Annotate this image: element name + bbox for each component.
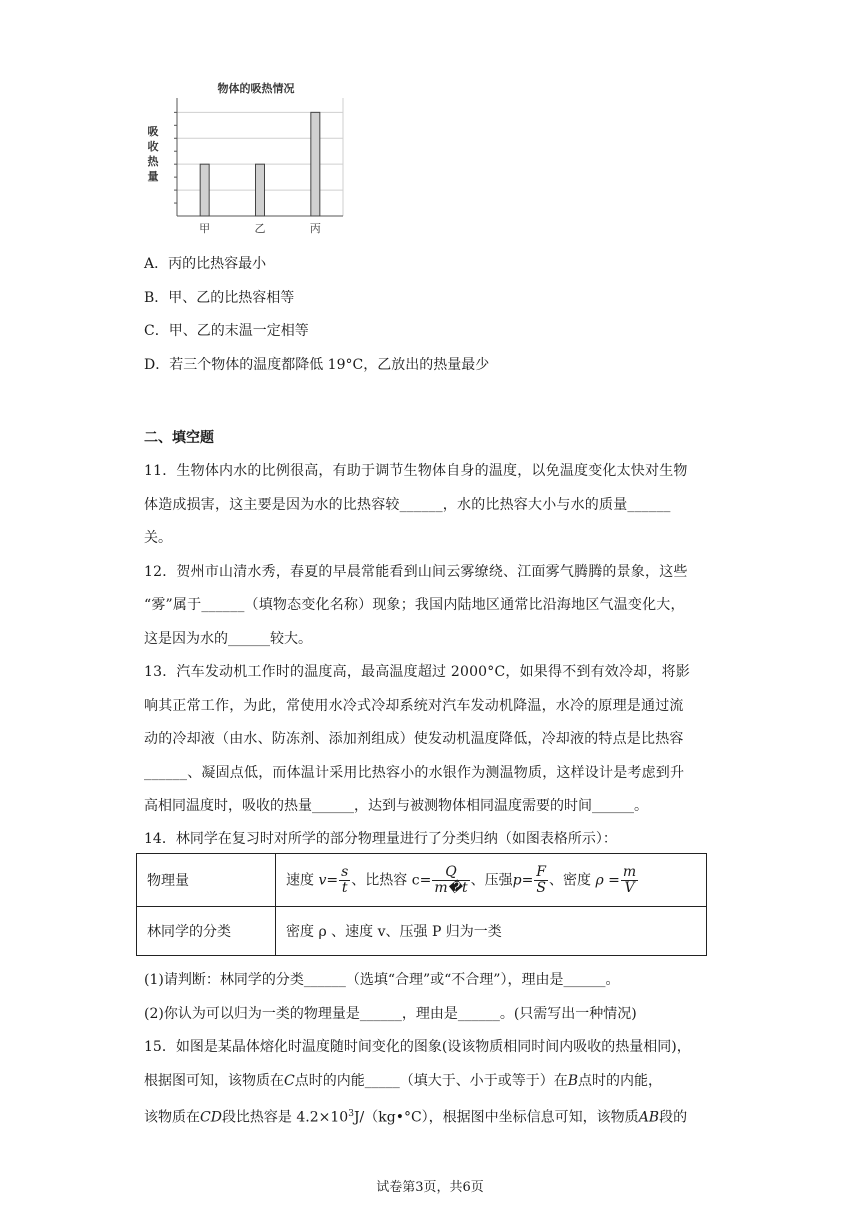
row2-label: 林同学的分类 [147,924,231,940]
q15-text: 点时的内能_____（填大于、小于或等于）在 [294,1073,568,1089]
frac-den: S [536,879,546,896]
q15-text: 该物质在 [144,1109,200,1126]
option-b: B．甲、乙的比热容相等 [144,290,295,306]
q11-line-2: 体造成损害，这主要是因为水的比热容较______，水的比热容大小与水的质量______ [144,497,671,513]
row2-text: 密度 ρ 、速度 v、压强 P 归为一类 [286,924,502,940]
frac-den: V [624,879,635,896]
q15-text: 点时的内能， [578,1073,663,1089]
chart-title: 物体的吸热情况 [217,82,295,95]
table-row [137,854,707,907]
q12-line-2: “雾”属于______（填物态变化名称）现象；我国内陆地区通常比沿海地区气温变化大， [144,597,685,613]
pressure-label: 、压强 [470,872,513,888]
heat-absorption-chart [140,74,360,244]
q13-line-1: 13．汽车发动机工作时的温度高，最高温度超过 2000°C，如果得不到有效冷却，将影 [144,664,691,680]
q15-text: 段的 [659,1109,688,1126]
q15-text: 段比热容是 4.2×10 [221,1109,349,1126]
x-tick-label: 乙 [254,222,266,235]
q15-text: 根据图可知，该物质在 [144,1073,284,1089]
bar-1 [200,164,209,216]
speed-formula [339,865,350,896]
y-label-char: 吸 [147,125,159,138]
x-tick-label: 甲 [199,222,211,235]
q15-line-1: 15．如图是某晶体熔化时温度随时间变化的图象(设该物质相同时间内吸收的热量相同)， [144,1039,691,1055]
density-label: 、密度 [549,872,592,888]
frac-den: t [341,879,348,896]
q11-line-1: 11．生物体内水的比例很高，有助于调节生物体自身的温度，以免温度变化太快对生物 [144,463,688,479]
q13-line-4: ______、凝固点低，而体温计采用比热容小的水银作为测温物质，这样设计是考虑到升 [144,765,685,781]
q14-part-1: (1)请判断：林同学的分类______（选填“合理”或“不合理”），理由是______。 [144,972,620,988]
q15-text: J/（kg•°C），根据图中坐标信息可知，该物质 [353,1109,639,1126]
q13-line-2: 响其正常工作，为此，常使用水冷式冷却系统对汽车发动机降温，水冷的原理是通过流 [144,698,684,714]
frac-den: m�t [434,879,468,896]
option-d: D．若三个物体的温度都降低 19°C，乙放出的热量最少 [144,357,490,373]
chart-y-label [148,124,160,183]
q13-line-3: 动的冷却液（由水、防冻剂、添加剂组成）使发动机温度降低，冷却液的特点是比热容 [144,731,684,747]
eq-sign: = [608,872,620,888]
table-cell-formulas [276,854,707,907]
heat-formula [432,865,469,896]
q11-line-3: 关。 [144,530,172,546]
eq-sign: = [326,872,339,888]
density-formula [621,865,638,896]
segment-ab: AB [638,1109,660,1126]
speed-label: 速度 [286,872,314,888]
section-title: 二、填空题 [144,430,214,446]
page-footer: 试卷第3页，共6页 [376,1180,484,1195]
table-cell-classification [276,907,707,956]
option-a: A．丙的比热容最小 [144,256,267,272]
table-cell-label [137,854,276,907]
pressure-formula [534,865,548,896]
segment-cd: CD [200,1109,222,1126]
q15-line-3 [144,1104,687,1128]
x-tick-label: 丙 [309,222,321,235]
quantity-table [136,853,707,956]
speed-symbol: v [318,872,327,888]
q12-line-1: 12．贺州市山清水秀，春夏的早晨常能看到山间云雾缭绕、江面雾气腾腾的景象，这些 [144,564,688,580]
frac-num: F [536,863,547,880]
q12-line-3: 这是因为水的______较大。 [144,631,312,647]
point-c: C [284,1073,295,1089]
eq-sign: = [521,872,534,888]
y-label-char: 热 [147,155,159,168]
point-b: B [567,1073,579,1089]
chart-x-ticks [199,222,321,235]
q14-intro: 14．林同学在复习时对所学的部分物理量进行了分类归纳（如图表格所示）： [144,831,617,847]
pressure-symbol: p [512,872,522,888]
heat-capacity-label: 、比热容 c= [351,872,432,888]
table-cell-label [137,907,276,956]
frac-num: s [341,863,349,880]
q13-line-5: 高相同温度时，吸收的热量______，达到与被测物体相同温度需要的时间______。 [144,798,648,814]
y-label-char: 量 [147,170,159,183]
row1-label: 物理量 [147,873,189,889]
bar-2 [256,164,265,216]
exponent: 3 [348,1109,354,1119]
y-label-char: 收 [147,140,159,153]
bar-3 [311,112,320,216]
q14-part-2: (2)你认为可以归为一类的物理量是______，理由是______。(只需写出一种情况) [144,1006,637,1022]
option-c: C．甲、乙的末温一定相等 [144,323,309,339]
frac-num: m [622,863,637,880]
density-symbol: ρ [595,872,604,888]
q15-line-2 [144,1071,662,1091]
table-row [137,907,707,956]
frac-num: Q [432,865,469,881]
